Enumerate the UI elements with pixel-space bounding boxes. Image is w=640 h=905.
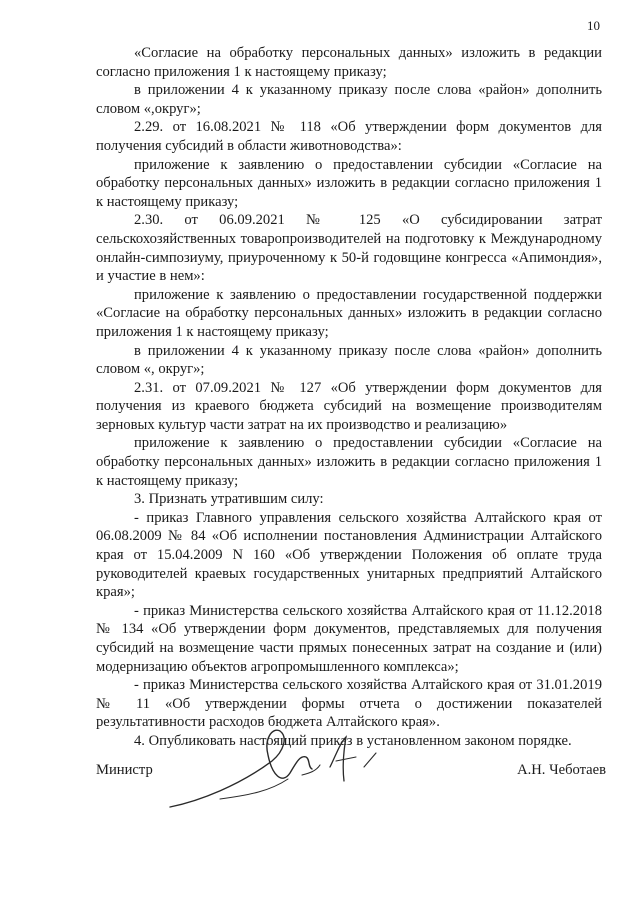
paragraph: 4. Опубликовать настоящий приказ в установленном законом порядке.: [134, 732, 572, 749]
paragraph: «Согласие на обработку персональных данных» изложить в редакции согласно приложения 1 к настоящему приказу;: [96, 45, 602, 80]
page-number: 10: [587, 18, 600, 33]
signer-name: А.Н. Чеботаев: [517, 762, 606, 778]
paragraph: 3. Признать утратившим силу:: [134, 491, 324, 508]
paragraph: приложение к заявлению о предоставлении субсидии «Согласие на обработку персональных данных» изложить в редакции согласно приложения 1 к настоящему приказу;: [96, 156, 602, 210]
signer-title: Министр: [96, 762, 153, 778]
paragraph: приложение к заявлению о предоставлении субсидии «Согласие на обработку персональных данных» изложить в редакции согласно приложения 1 к настоящему приказу;: [96, 435, 602, 489]
paragraph: 2.29. от 16.08.2021 № 118 «Об утверждении форм документов для получения субсидий в области животноводства»:: [96, 119, 602, 154]
paragraph: приложение к заявлению о предоставлении государственной поддержки «Согласие на обработку персональных данных» изложить в редакции согласно приложения 1 к настоящему приказу;: [96, 286, 602, 340]
signature-line: [96, 762, 606, 782]
paragraph: - приказ Главного управления сельского хозяйства Алтайского края от 06.08.2009 № 84 «Об исполнении постановления Администрации Алтайского края от 15.04.2009 N 160 «Об утверждении Положения об оплате труда руководителей краевых государственных унитарных предприятий Алтайского края»;: [96, 509, 602, 601]
paragraph: 2.30. от 06.09.2021 № 125 «О субсидировании затрат сельскохозяйственных товаропроизводителей на подготовку к Международному онлайн-симпозиуму, приуроченному к 50-й годовщине конгресса «Апимондия», и участие в нем»:: [96, 212, 602, 285]
paragraph: 2.31. от 07.09.2021 № 127 «Об утверждении форм документов для получения из краевого бюджета субсидий на возмещение производителям зерновых культур части затрат на их производство и реализацию»: [96, 379, 602, 433]
paragraph: - приказ Министерства сельского хозяйства Алтайского края от 11.12.2018 № 134 «Об утверждении форм документов, представляемых для получения субсидий на возмещение части прямых понесенных затрат на создание и (или) модернизацию объектов агропромышленного комплекса»;: [96, 602, 602, 675]
document-body: [96, 44, 602, 751]
paragraph: - приказ Министерства сельского хозяйства Алтайского края от 31.01.2019 № 11 «Об утверждении формы отчета о достижении показателей результативности расходов бюджета Алтайского края».: [96, 677, 602, 731]
paragraph: в приложении 4 к указанному приказу после слова «район» дополнить словом «,округ»;: [96, 82, 602, 117]
paragraph: в приложении 4 к указанному приказу после слова «район» дополнить словом «, округ»;: [96, 342, 602, 378]
